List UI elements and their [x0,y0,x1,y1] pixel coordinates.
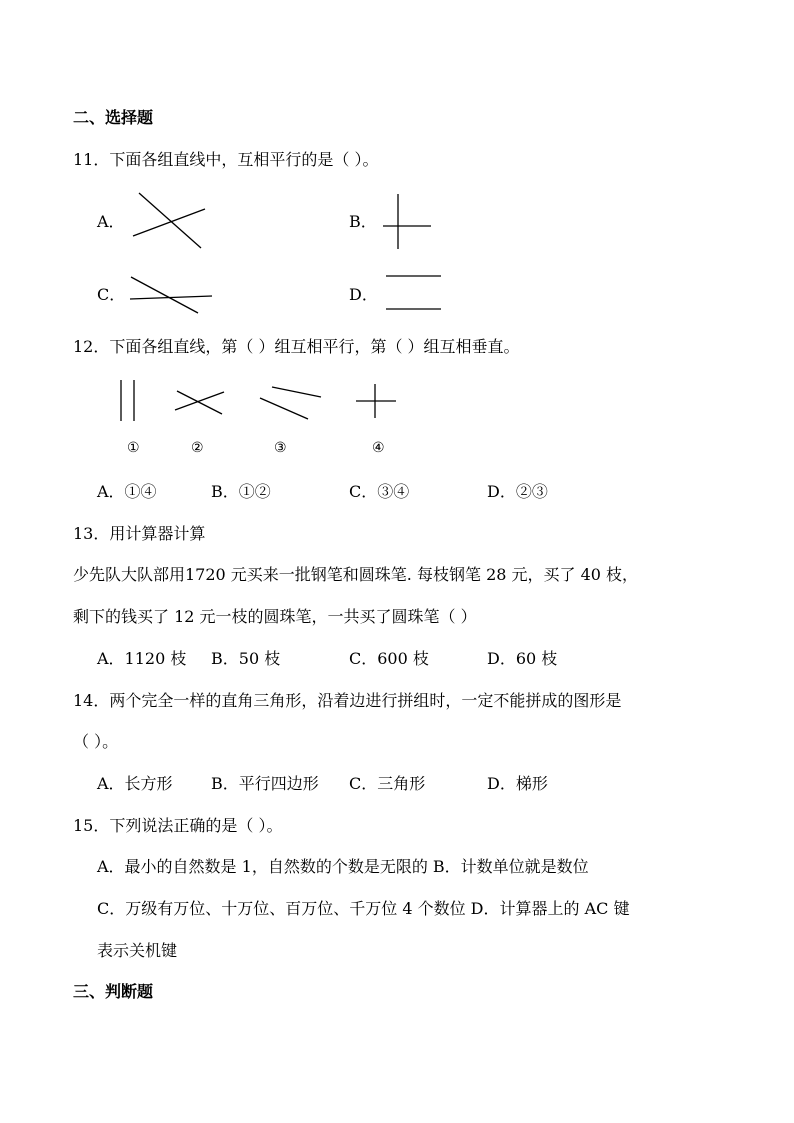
q11-option-a-label: A． [97,212,125,231]
q12-figure-label-4: ④ [372,440,385,456]
q13-text-line-1: 少先队大队部用1720 元买来一批钢笔和圆珠笔. 每枝钢笔 28 元，买了 40 枝， [73,565,639,584]
q12-figure-label-2: ② [191,440,204,456]
q12-figure-label-1: ① [127,440,140,456]
q11-option-d-label: D． [349,285,378,304]
q13-option-a: A．1120 枝 [97,649,187,668]
section-heading-choice: 二、选择题 [73,108,154,127]
q12-figures [0,0,1,1]
q12-option-b: B．①② [211,482,271,501]
q15-options-line-2: C．万级有万位、十万位、百万位、千万位 4 个数位 D．计算器上的 AC 键 [97,899,630,918]
q13-option-b: B．50 枝 [211,649,281,668]
q13-stem: 13．用计算器计算 [73,524,206,543]
q11-c-line-1 [131,277,198,313]
q12-figure-label-3: ③ [274,440,287,456]
q15-options-line-1: A．最小的自然数是 1，自然数的个数是无限的 B．计数单位就是数位 [97,857,589,876]
q13-option-c: C．600 枝 [349,649,429,668]
q14-option-a: A．长方形 [97,774,173,793]
q12-option-c: C．③④ [349,482,410,501]
q11-a-line-2 [133,209,205,236]
q12-option-a: A．①④ [97,482,157,501]
q12-option-d: D．②③ [487,482,548,501]
q14-stem: 14．两个完全一样的直角三角形，沿着边进行拼组时，一定不能拼成的图形是 [73,691,622,710]
q14-stem-line-2: （ ）。 [73,732,119,751]
q14-option-b: B．平行四边形 [211,774,319,793]
q11-option-b-label: B． [349,212,377,231]
q11-stem: 11．下面各组直线中，互相平行的是（ ）。 [73,150,379,169]
q11-a-line-1 [139,193,201,248]
q12-fig3-line-1 [272,387,321,397]
section-heading-judge: 三、判断题 [73,982,154,1001]
q13-text-line-2: 剩下的钱买了 12 元一枝的圆珠笔，一共买了圆珠笔（ ） [73,607,477,626]
q14-option-d: D．梯形 [487,774,548,793]
q14-option-c: C．三角形 [349,774,426,793]
q15-stem: 15．下列说法正确的是（ ）。 [73,816,283,835]
q12-fig2-line-1 [177,391,222,414]
q12-stem: 12．下面各组直线，第（ ）组互相平行，第（ ）组互相垂直。 [73,337,520,356]
q13-option-d: D．60 枝 [487,649,558,668]
q15-options-line-3: 表示关机键 [97,941,178,960]
q12-fig3-line-2 [260,398,308,419]
q12-fig2-line-2 [175,392,224,410]
q11-option-c-label: C． [97,285,126,304]
